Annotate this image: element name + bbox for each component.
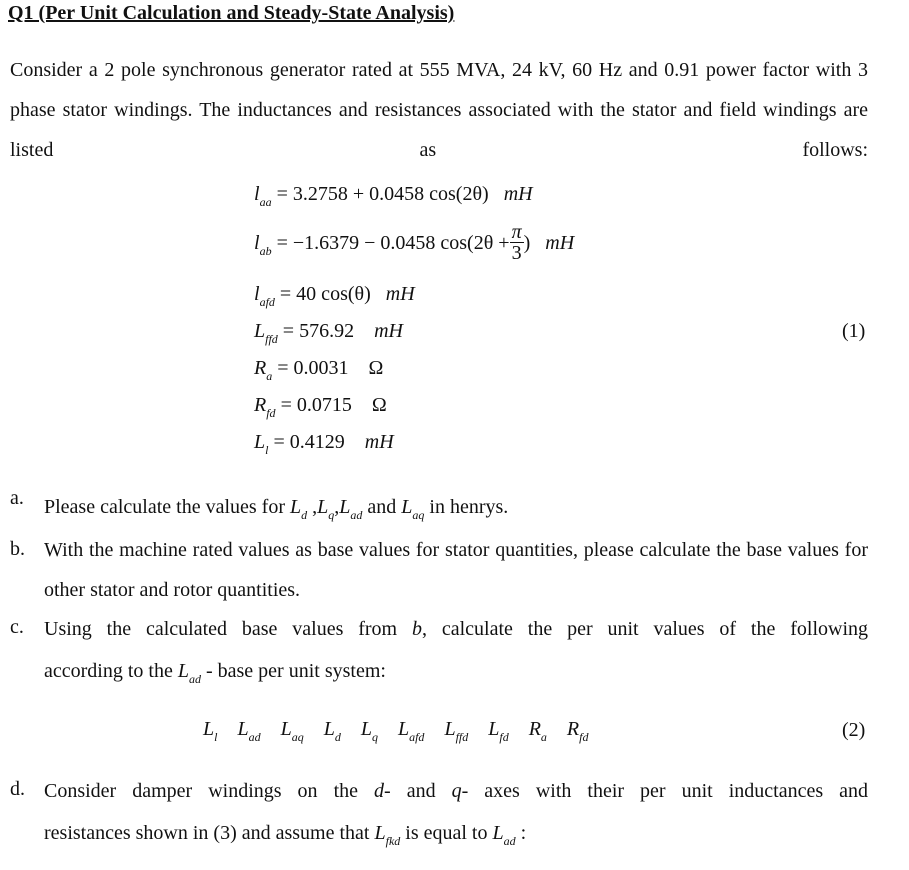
item-c-label: c. — [10, 616, 24, 638]
equation-Ra: $R_a = 0.0031$ Ω — [254, 357, 384, 383]
per-unit-list: $L_l$ $L_{ad}$ $L_{aq}$ $L_d$ $L_q$ $L_{afd}$ $L_{ffd}$ $L_{fd}$ $R_a$ $R_{fd}$ — [203, 718, 589, 744]
question-title: Q1 (Per Unit Calculation and Steady-State Analysis) — [8, 2, 455, 24]
equation-laa: $l_{aa} = 3.2758 + 0.0458$ cos(2θ) mH — [254, 183, 533, 209]
item-b-label: b. — [10, 538, 25, 560]
equation-lab: $l_{ab} = -1.6379 - 0.0458$ cos(2θ + $\frac{\pi}{3}$ ) mH — [254, 221, 575, 264]
item-d-label: d. — [10, 778, 25, 800]
equation-lafd: $l_{afd} = 40$ cos(θ) mH — [254, 283, 415, 309]
pi-over-3-fraction: $\frac{\pi}{3}$ — [511, 221, 522, 264]
equation-number-2: (2) — [842, 719, 866, 741]
equation-Rfd: $R_{fd} = 0.0715$ Ω — [254, 394, 387, 420]
equation-Ll: $L_l = 0.4129$ mH — [254, 431, 394, 457]
equation-Lffd: $L_{ffd} = 576.92$ mH — [254, 320, 403, 346]
equation-number-1: (1) — [842, 320, 866, 342]
intro-paragraph: Consider a 2 pole synchronous generator rated at 555 MVA, 24 kV, 60 Hz and 0.91 power factor with 3 phase stator windings. The inductances and resistances associated with the stator and field windings are listed as follows: — [10, 59, 868, 161]
item-a-label: a. — [10, 487, 24, 509]
